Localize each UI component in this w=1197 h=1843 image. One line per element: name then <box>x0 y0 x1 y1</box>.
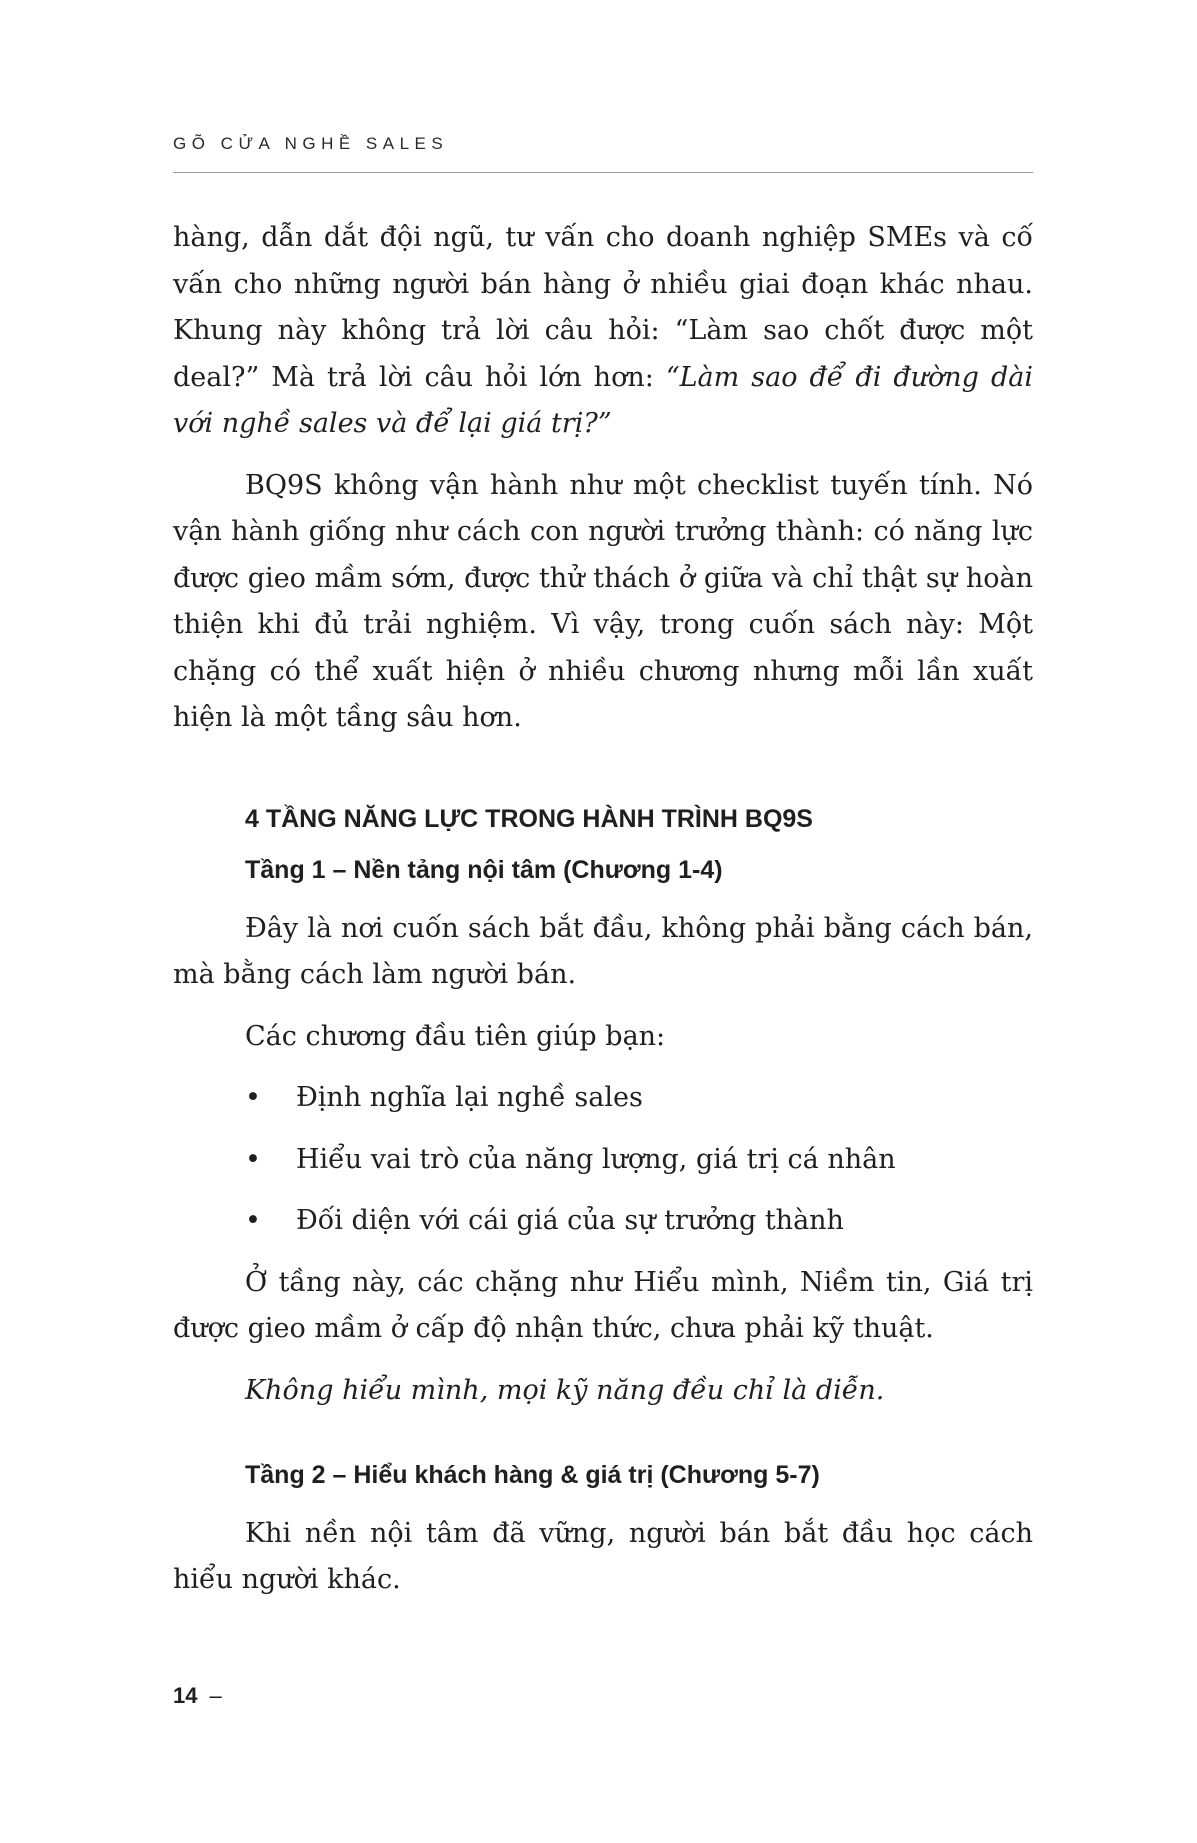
italic-line: Không hiểu mình, mọi kỹ năng đều chỉ là diễn. <box>245 1374 885 1406</box>
list-item-text: Đối diện với cái giá của sự trưởng thành <box>296 1205 844 1236</box>
list-item-text: Hiểu vai trò của năng lượng, giá trị cá nhân <box>296 1143 896 1175</box>
paragraph-chapters-help: Các chương đầu tiên giúp bạn: <box>245 1020 666 1052</box>
paragraph-tier2-intro: Khi nền nội tâm đã vững, người bán bắt đầu học cách hiểu người khác. <box>173 1517 1033 1595</box>
paragraph-continuation <box>173 215 1033 448</box>
header-divider <box>173 172 1033 173</box>
list-item <box>173 1137 1033 1184</box>
list-item-text: Định nghĩa lại nghề sales <box>296 1082 643 1113</box>
paragraph-tier1-detail: Ở tầng này, các chặng như Hiểu mình, Niềm tin, Giá trị được gieo mầm ở cấp độ nhận thức, chưa phải kỹ thuật. <box>173 1266 1033 1344</box>
paragraph-text: hàng, dẫn dắt đội ngũ, tư vấn cho doanh nghiệp SMEs và cố vấn cho những người bán hàng ở nhiều giai đoạn khác nhau. Khung này không trả lời câu hỏi: “Làm sao chốt được một deal?” Mà trả lời câu hỏi lớn hơn: <box>173 222 1033 393</box>
bullet-icon: • <box>245 1205 261 1236</box>
tier-2-heading: Tầng 2 – Hiểu khách hàng & giá trị (Chương 5-7) <box>245 1461 820 1489</box>
bullet-list <box>173 1075 1033 1245</box>
bullet-icon: • <box>245 1082 261 1113</box>
tier-1-heading: Tầng 1 – Nền tảng nội tâm (Chương 1-4) <box>245 856 723 884</box>
list-item <box>173 1198 1033 1245</box>
section-heading: 4 TẦNG NĂNG LỰC TRONG HÀNH TRÌNH BQ9S <box>245 804 813 833</box>
page-number: 14 <box>173 1683 198 1708</box>
page-body <box>173 215 1033 1619</box>
bullet-icon: • <box>245 1143 261 1175</box>
list-item <box>173 1075 1033 1122</box>
footer-dash: – <box>209 1683 222 1708</box>
paragraph-bq9s: BQ9S không vận hành như một checklist tuyến tính. Nó vận hành giống như cách con người trưởng thành: có năng lực được gieo mầm sớm, được thử thách ở giữa và chỉ thật sự hoàn thiện khi đủ trải nghiệm. Vì vậy, trong cuốn sách này: Một chặng có thể xuất hiện ở nhiều chương nhưng mỗi lần xuất hiện là một tầng sâu hơn. <box>173 469 1033 733</box>
page-footer <box>173 1683 222 1709</box>
running-header-title: GÕ CỬA NGHỀ SALES <box>173 134 449 153</box>
paragraph-tier1-intro: Đây là nơi cuốn sách bắt đầu, không phải bằng cách bán, mà bằng cách làm người bán. <box>173 912 1033 990</box>
italic-quote: “Làm sao để đi đường dài với nghề sales và để lại giá trị?” <box>173 361 1033 439</box>
